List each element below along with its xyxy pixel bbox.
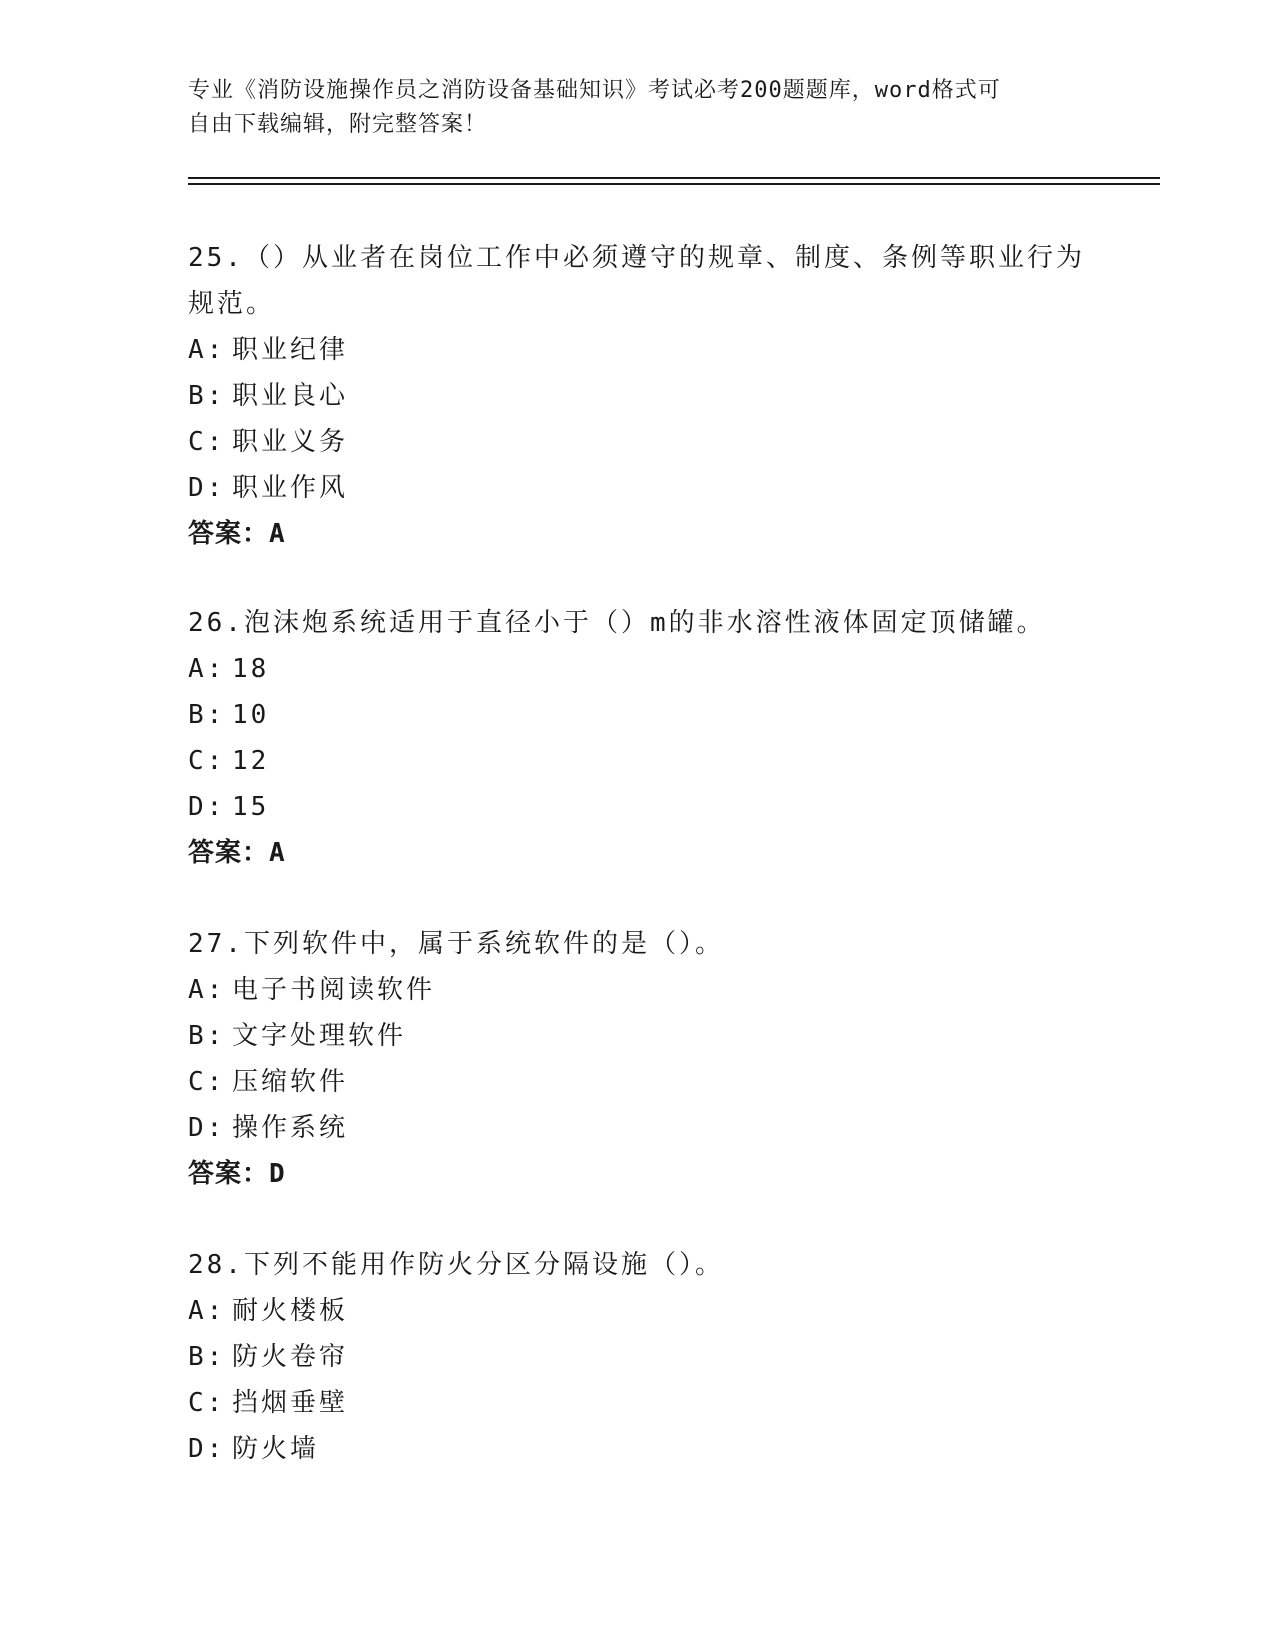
option-a	[188, 1288, 1088, 1334]
header-divider-bottom	[188, 183, 1160, 185]
option-text: 职业纪律	[232, 335, 349, 365]
option-b	[188, 1013, 1088, 1059]
option-a	[188, 967, 1088, 1013]
option-c	[188, 1059, 1088, 1105]
option-letter: C:	[188, 427, 226, 457]
option-text: 防火卷帘	[232, 1342, 349, 1372]
option-letter: A:	[188, 975, 226, 1005]
option-a	[188, 646, 1088, 692]
option-text: 职业良心	[232, 381, 349, 411]
option-text: 职业义务	[232, 427, 349, 457]
option-letter: D:	[188, 1434, 226, 1464]
option-d	[188, 1426, 1088, 1472]
option-b	[188, 1334, 1088, 1380]
option-text: 电子书阅读软件	[232, 975, 436, 1005]
question-stem: 26.泡沫炮系统适用于直径小于（）m的非水溶性液体固定顶储罐。	[188, 608, 1046, 638]
option-letter: D:	[188, 1113, 226, 1143]
option-d	[188, 1105, 1088, 1151]
header-divider-top	[188, 177, 1160, 179]
option-letter: B:	[188, 1342, 226, 1372]
option-text: 挡烟垂壁	[232, 1388, 349, 1418]
option-letter: B:	[188, 381, 226, 411]
option-letter: B:	[188, 700, 226, 730]
option-letter: D:	[188, 792, 226, 822]
option-letter: D:	[188, 473, 226, 503]
header-line-1: 专业《消防设施操作员之消防设备基础知识》考试必考200题题库，word格式可	[188, 78, 1001, 103]
option-text: 10	[232, 700, 270, 730]
answer-line: 答案：D	[188, 1159, 286, 1189]
option-text: 12	[232, 746, 270, 776]
option-text: 操作系统	[232, 1113, 349, 1143]
option-text: 职业作风	[232, 473, 349, 503]
option-b	[188, 373, 1088, 419]
question-stem: 27.下列软件中，属于系统软件的是（）。	[188, 929, 724, 959]
option-text: 防火墙	[232, 1434, 320, 1464]
option-d	[188, 465, 1088, 511]
option-text: 耐火楼板	[232, 1296, 349, 1326]
question-stem: 28.下列不能用作防火分区分隔设施（）。	[188, 1250, 724, 1280]
question-stem-continued: 规范。	[188, 289, 276, 319]
option-text: 15	[232, 792, 270, 822]
question-28	[188, 1242, 1088, 1472]
option-letter: B:	[188, 1021, 226, 1051]
document-header	[188, 74, 1068, 142]
option-text: 文字处理软件	[232, 1021, 407, 1051]
question-25	[188, 235, 1088, 557]
answer-line: 答案：A	[188, 838, 286, 868]
option-text: 18	[232, 654, 270, 684]
header-line-2: 自由下载编辑，附完整答案！	[188, 112, 488, 137]
answer-line: 答案：A	[188, 519, 286, 549]
option-letter: C:	[188, 1388, 226, 1418]
question-stem: 25.（）从业者在岗位工作中必须遵守的规章、制度、条例等职业行为	[188, 243, 1085, 273]
option-c	[188, 738, 1088, 784]
question-26	[188, 600, 1088, 876]
option-letter: A:	[188, 1296, 226, 1326]
option-d	[188, 784, 1088, 830]
option-letter: C:	[188, 746, 226, 776]
question-27	[188, 921, 1088, 1197]
option-b	[188, 692, 1088, 738]
option-c	[188, 419, 1088, 465]
option-c	[188, 1380, 1088, 1426]
option-a	[188, 327, 1088, 373]
option-letter: A:	[188, 654, 226, 684]
option-letter: C:	[188, 1067, 226, 1097]
option-text: 压缩软件	[232, 1067, 349, 1097]
option-letter: A:	[188, 335, 226, 365]
